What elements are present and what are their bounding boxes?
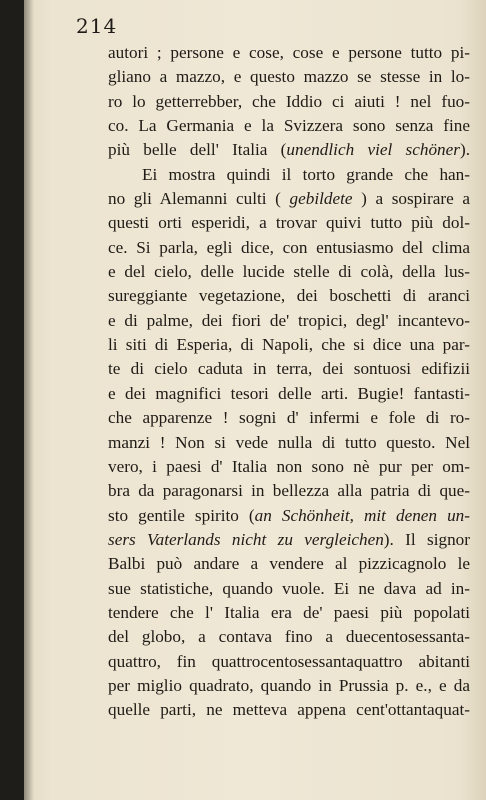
text-segment: gliano a mazzo, e questo mazzo se stesse in lo- [108,67,470,87]
text-line [108,431,470,455]
text-segment: vero, i paesi d' Italia non sono nè pur per om- [108,456,470,476]
italic-text-segment: gebildete [289,189,353,209]
text-segment: no gli Alemanni culti ( [108,189,290,209]
text-segment: ). [459,140,470,160]
text-segment: quelle parti, ne metteva appena cent'ottantaquat- [108,700,470,720]
text-line [108,114,470,138]
text-segment: ) a sospirare a [352,189,470,209]
text-segment: ro lo getterrebber, che Iddio ci aiuti ! nel fuo- [108,91,470,111]
text-line [108,382,470,406]
text-line [108,357,470,381]
text-line [108,528,470,552]
text-line [108,163,470,187]
text-line [108,309,470,333]
text-segment: che apparenze ! sogni d' infermi e fole di ro- [108,408,470,428]
text-line [108,284,470,308]
text-segment: autori ; persone e cose, cose e persone tutto pi- [108,43,470,62]
text-line [108,504,470,528]
text-line [108,90,470,114]
text-line [108,333,470,357]
italic-text-segment: unendlich viel schöner [286,140,460,160]
text-segment: bra da paragonarsi in bellezza alla patria di que- [108,481,470,501]
text-segment: sureggiante vegetazione, dei boschetti di aranci [108,286,470,306]
text-line [108,406,470,430]
text-segment: li siti di Esperia, di Napoli, che si dice una par- [108,335,470,355]
text-segment: ). Il signor [383,529,470,549]
text-segment: e di palme, dei fiori de' tropici, degl' incantevo- [108,310,470,330]
text-line [108,625,470,649]
text-line [108,236,470,260]
body-text [108,41,470,723]
text-segment: Balbi può andare a vendere al pizzicagnolo le [108,554,470,574]
text-segment: sue statistiche, quando vuole. Ei ne dava ad in- [108,578,470,598]
text-line [108,479,470,503]
text-line [108,187,470,211]
text-line [108,698,470,722]
text-line [108,674,470,698]
text-line [108,650,470,674]
text-segment: ce. Si parla, egli dice, con entusiasmo del clima [108,237,470,257]
text-segment: quattro, fin quattrocentosessantaquattro abitanti [108,651,470,671]
text-segment: tendere che l' Italia era de' paesi più popolati [108,602,470,622]
text-segment: te di cielo caduta in terra, dei sontuosi edifizii [108,359,470,379]
page-number: 214 [76,14,118,38]
italic-text-segment: sers Vaterlands nicht zu vergleichen [108,529,384,549]
italic-text-segment: an Schönheit, mit denen un- [254,505,470,525]
text-segment: Ei mostra quindi il torto grande che han- [142,164,470,184]
text-line [108,138,470,162]
text-line [108,455,470,479]
text-line [108,552,470,576]
gutter-shadow [24,0,34,800]
text-line [108,601,470,625]
text-segment: manzi ! Non si vede nulla di tutto questo. Nel [108,432,470,452]
text-line [108,65,470,89]
text-segment: e dei magnifici tesori delle arti. Bugie! fantasti- [108,383,470,403]
text-line [108,260,470,284]
text-line [108,211,470,235]
text-segment: più belle dell' Italia ( [108,140,287,160]
text-segment: co. La Germania e la Svizzera sono senza fine [108,116,470,136]
text-segment: per miglio quadrato, quando in Prussia p. e., e da [108,675,470,695]
text-segment: questi orti esperidi, a trovar quivi tutto più dol- [108,213,470,233]
text-segment: e del cielo, delle lucide stelle di colà, della lus- [108,262,470,282]
text-line [108,577,470,601]
text-segment: sto gentile spirito ( [108,505,255,525]
text-segment: del globo, a contava fino a duecentosessanta- [108,627,470,647]
text-line [108,41,470,65]
